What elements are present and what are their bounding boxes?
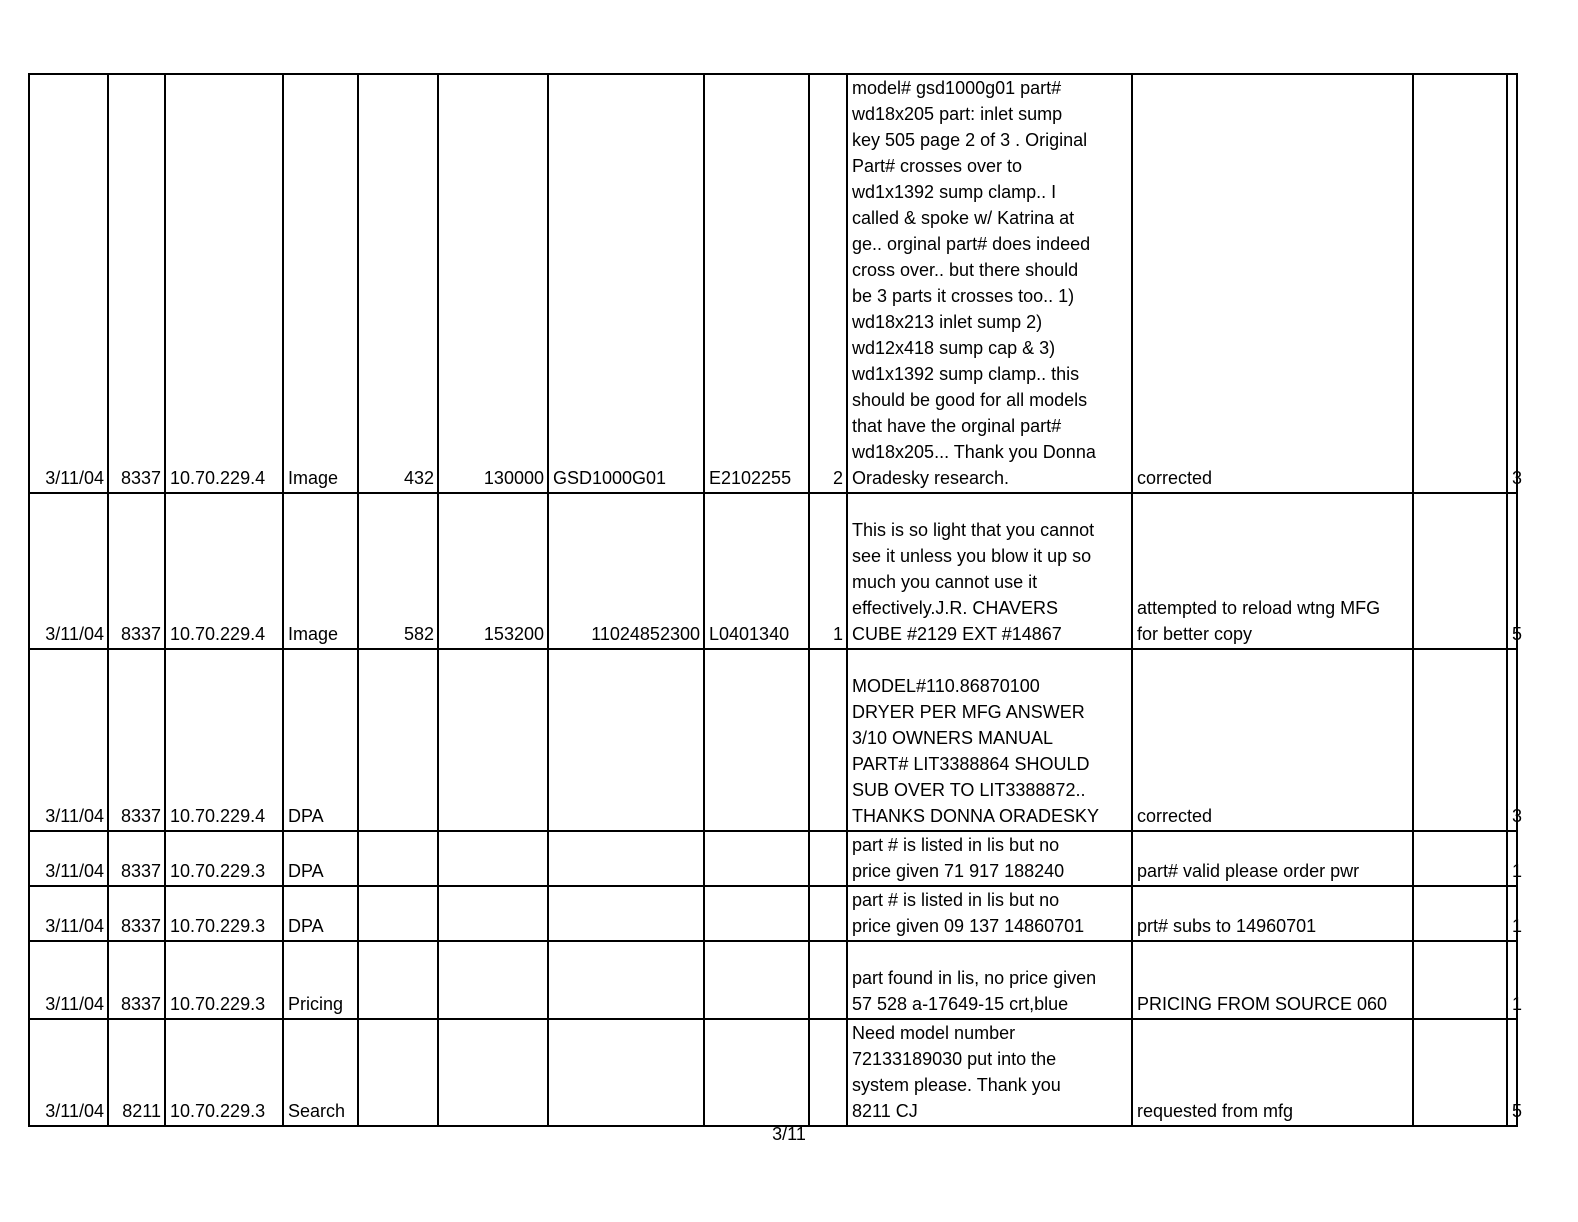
cell-num-1: 432	[358, 74, 438, 493]
cell-code	[704, 831, 809, 886]
cell-count	[809, 649, 847, 831]
cell-score: 1	[1507, 886, 1517, 941]
cell-date: 3/11/04	[29, 74, 108, 493]
cell-code	[704, 1019, 809, 1126]
cell-score: 5	[1507, 493, 1517, 649]
cell-ip: 10.70.229.3	[165, 831, 283, 886]
page-number: 3/11	[772, 1124, 806, 1144]
cell-num-1	[358, 886, 438, 941]
cell-count	[809, 831, 847, 886]
cell-user: 8337	[108, 831, 165, 886]
cell-resolution: prt# subs to 14960701	[1132, 886, 1413, 941]
cell-date: 3/11/04	[29, 886, 108, 941]
cell-score: 1	[1507, 831, 1517, 886]
cell-resolution: requested from mfg	[1132, 1019, 1413, 1126]
cell-code	[704, 886, 809, 941]
cell-resolution: PRICING FROM SOURCE 060	[1132, 941, 1413, 1019]
cell-type: DPA	[283, 649, 358, 831]
cell-model	[548, 831, 704, 886]
cell-model	[548, 1019, 704, 1126]
cell-type: Pricing	[283, 941, 358, 1019]
cell-type: DPA	[283, 886, 358, 941]
cell-code: L0401340	[704, 493, 809, 649]
cell-user: 8337	[108, 886, 165, 941]
table-row	[29, 493, 1517, 649]
table-row	[29, 1019, 1517, 1126]
cell-model	[548, 886, 704, 941]
table-row	[29, 74, 1517, 493]
cell-type: DPA	[283, 831, 358, 886]
cell-ip: 10.70.229.3	[165, 886, 283, 941]
cell-user: 8337	[108, 74, 165, 493]
cell-num-1: 582	[358, 493, 438, 649]
cell-model	[548, 941, 704, 1019]
cell-count	[809, 886, 847, 941]
cell-resolution: corrected	[1132, 74, 1413, 493]
table-body	[29, 74, 1523, 1126]
cell-date: 3/11/04	[29, 493, 108, 649]
cell-date: 3/11/04	[29, 941, 108, 1019]
cell-comment: This is so light that you cannot see it unless you blow it up so much you cannot use it effectively.J.R. CHAVERS CUBE #2129 EXT #14867	[847, 493, 1132, 649]
cell-resolution: attempted to reload wtng MFG for better copy	[1132, 493, 1413, 649]
cell-count: 2	[809, 74, 847, 493]
cell-model: GSD1000G01	[548, 74, 704, 493]
cell-num-1	[358, 1019, 438, 1126]
table-row	[29, 886, 1517, 941]
cell-score: 3	[1507, 649, 1517, 831]
cell-blank	[1413, 1019, 1507, 1126]
cell-model: 11024852300	[548, 493, 704, 649]
cell-num-2	[438, 886, 548, 941]
cell-ip: 10.70.229.3	[165, 941, 283, 1019]
cell-num-2: 130000	[438, 74, 548, 493]
cell-num-2	[438, 941, 548, 1019]
cell-num-1	[358, 831, 438, 886]
cell-ip: 10.70.229.4	[165, 74, 283, 493]
cell-blank	[1413, 941, 1507, 1019]
cell-comment: model# gsd1000g01 part# wd18x205 part: inlet sump key 505 page 2 of 3 . Original Part# crosses over to wd1x1392 sump clamp.. I called & spoke w/ Katrina at ge.. orginal part# does indeed cross over.. but there should be 3 parts it crosses too.. 1) wd18x213 inlet sump 2) wd12x418 sump cap & 3) wd1x1392 sump clamp.. this should be good for all models that have the orginal part# wd18x205... Thank you Donna Oradesky research.	[847, 74, 1132, 493]
cell-count: 1	[809, 493, 847, 649]
cell-num-2	[438, 831, 548, 886]
cell-type: Search	[283, 1019, 358, 1126]
cell-comment: Need model number 72133189030 put into the system please. Thank you 8211 CJ	[847, 1019, 1132, 1126]
cell-blank	[1413, 493, 1507, 649]
cell-ip: 10.70.229.4	[165, 493, 283, 649]
cell-user: 8337	[108, 649, 165, 831]
cell-type: Image	[283, 74, 358, 493]
cell-blank	[1413, 649, 1507, 831]
cell-resolution: part# valid please order pwr	[1132, 831, 1413, 886]
cell-comment: part found in lis, no price given 57 528 a-17649-15 crt,blue	[847, 941, 1132, 1019]
cell-count	[809, 1019, 847, 1126]
cell-date: 3/11/04	[29, 1019, 108, 1126]
cell-blank	[1413, 831, 1507, 886]
cell-num-2: 153200	[438, 493, 548, 649]
cell-count	[809, 941, 847, 1019]
cell-comment: part # is listed in lis but no price given 71 917 188240	[847, 831, 1132, 886]
cell-user: 8337	[108, 941, 165, 1019]
cell-comment: MODEL#110.86870100 DRYER PER MFG ANSWER 3/10 OWNERS MANUAL PART# LIT3388864 SHOULD SUB OVER TO LIT3388872.. THANKS DONNA ORADESKY	[847, 649, 1132, 831]
cell-score: 1	[1507, 941, 1517, 1019]
cell-num-1	[358, 649, 438, 831]
cell-code: E2102255	[704, 74, 809, 493]
cell-user: 8337	[108, 493, 165, 649]
cell-date: 3/11/04	[29, 649, 108, 831]
cell-ip: 10.70.229.3	[165, 1019, 283, 1126]
cell-date: 3/11/04	[29, 831, 108, 886]
cell-code	[704, 649, 809, 831]
cell-type: Image	[283, 493, 358, 649]
cell-resolution: corrected	[1132, 649, 1413, 831]
cell-score: 5	[1507, 1019, 1517, 1126]
cell-model	[548, 649, 704, 831]
table-row	[29, 831, 1517, 886]
cell-code	[704, 941, 809, 1019]
cell-blank	[1413, 74, 1507, 493]
cell-comment: part # is listed in lis but no price given 09 137 14860701	[847, 886, 1132, 941]
cell-num-2	[438, 1019, 548, 1126]
log-table	[28, 73, 1523, 1127]
cell-num-1	[358, 941, 438, 1019]
cell-user: 8211	[108, 1019, 165, 1126]
cell-ip: 10.70.229.4	[165, 649, 283, 831]
cell-num-2	[438, 649, 548, 831]
table-row	[29, 941, 1517, 1019]
table-row	[29, 649, 1517, 831]
cell-score: 3	[1507, 74, 1517, 493]
cell-blank	[1413, 886, 1507, 941]
